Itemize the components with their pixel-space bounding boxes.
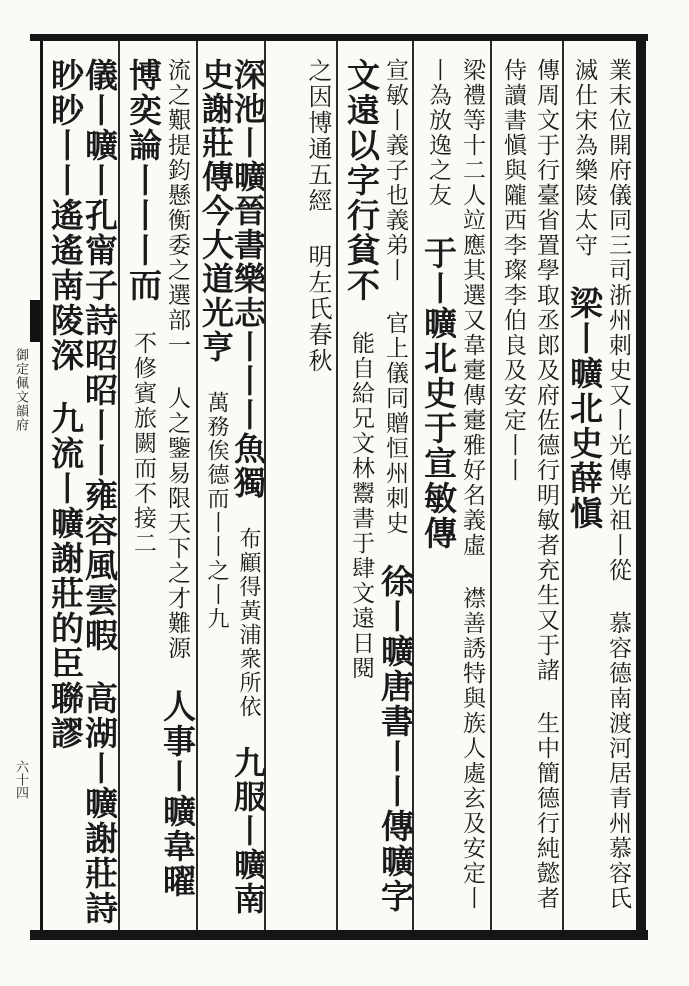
text-column-5	[268, 58, 336, 928]
column-line: 宣敏丨義子也義弟丨	[382, 58, 408, 283]
column-line: 人之鑒易限天下之才難源	[164, 386, 190, 661]
column-rule	[562, 41, 564, 930]
column-line: 業末位開府儀同三司浙州刺史又丨光傳光祖丨從	[605, 58, 631, 583]
column-line: 萬務俟德而丨丨之丨九	[204, 391, 229, 631]
column-line: 于丨曠北史于宣敏傳	[419, 236, 458, 551]
column-line: 梁丨曠北史薛愼	[565, 286, 604, 531]
column-line: 之因博通五經	[304, 58, 332, 214]
column-line: 不修賓旅闕而不接二	[130, 331, 156, 556]
column-line: 徐丨曠唐書丨丨傳曠字文遠以字行貧不	[342, 58, 415, 914]
text-column-1	[566, 58, 634, 928]
column-line: 布顧得黃浦衆所依	[236, 527, 261, 719]
gutter-book-title: 御定佩文韻府	[13, 348, 28, 432]
gutter-fish-tail-mark	[30, 300, 40, 342]
column-line: 深池丨曠晉書樂志丨丨丨魚獨	[229, 58, 267, 500]
text-column-3	[416, 58, 488, 928]
frame-bottom-border	[30, 930, 648, 940]
text-column-6	[197, 58, 267, 928]
column-line: 流之艱提鈞懸衡委之選部一	[164, 58, 190, 358]
column-rule	[490, 41, 492, 930]
column-line: 九流丨曠謝莊的臣聯謬	[46, 401, 85, 751]
column-line: 明左氏春秋	[304, 244, 332, 374]
column-line: 傳周文于行臺省置學取丞郎及府佐德行明敏者充生又于諸	[533, 58, 559, 683]
column-line: 官上儀同贈恒州刺史	[382, 311, 408, 536]
frame-left-border	[40, 34, 43, 940]
column-line: 能自給兄文林鬻書于肆文遠日閱	[348, 331, 374, 681]
frame-right-border	[636, 34, 646, 940]
column-line: 人事丨曠韋曜博奕論丨丨丨而	[124, 58, 197, 899]
gutter-page-number: 六十四	[13, 760, 28, 799]
text-column-7	[122, 58, 197, 928]
column-rule	[336, 41, 338, 930]
column-line: 梁禮等十二人竝應其選又韋㚄傳㚄雅好名義虛	[459, 58, 485, 558]
column-line: 高湖丨曠謝莊詩眇眇丨丨遙遙南陵深	[46, 58, 119, 926]
frame-top-border	[30, 34, 648, 41]
column-line: 九服丨曠南史謝莊傳今大道光亨	[197, 58, 267, 916]
text-column-8	[46, 58, 119, 928]
text-column-2	[494, 58, 562, 928]
column-line: 襟善誘特與族人處玄及安定丨丨為放逸之友	[425, 58, 485, 911]
column-line: 儀丨曠丨孔甯子詩昭昭丨丨雍容風雲暇	[80, 58, 119, 653]
column-line: 生中簡德行純懿者侍讀書愼與隴西李璨李伯良及安定丨丨	[500, 58, 559, 911]
text-column-4	[340, 58, 415, 928]
column-line: 慕容德南渡河居青州慕容氏滅仕宋為樂陵太守	[571, 58, 631, 911]
